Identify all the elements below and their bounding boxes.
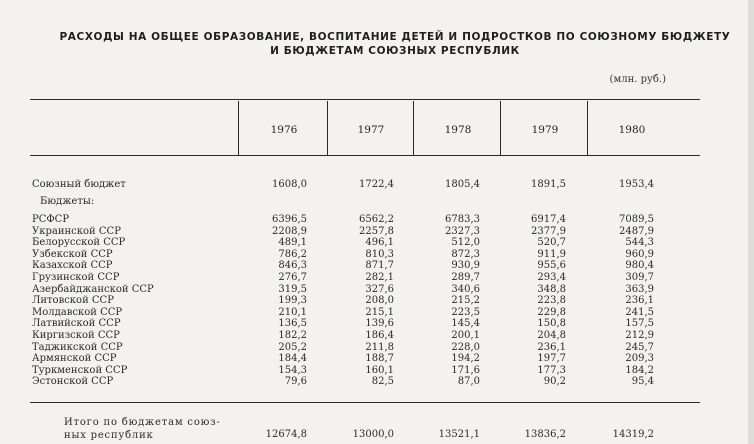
republic-row-value: 6562,2 [359, 214, 394, 225]
republic-row-value: 211,8 [365, 342, 394, 353]
republic-row-value: 228,0 [451, 342, 480, 353]
republic-row-value: 186,4 [365, 330, 394, 341]
republic-row-value: 184,2 [625, 365, 654, 376]
republic-row-value: 199,3 [278, 295, 307, 306]
republic-row-value: 6917,4 [531, 214, 566, 225]
republic-row-value: 188,7 [365, 353, 394, 364]
republic-row-value: 215,1 [365, 307, 394, 318]
total-value: 12674,8 [265, 429, 307, 440]
total-label-line1: Итого по бюджетам союз- [64, 417, 221, 428]
union-budget-row-label: Союзный бюджет [32, 179, 126, 190]
republic-row-value: 229,8 [537, 307, 566, 318]
republic-row-value: 184,4 [278, 353, 307, 364]
republic-row-label: Украинской ССР [32, 226, 121, 237]
republic-row-value: 154,3 [278, 365, 307, 376]
republic-row-value: 236,1 [625, 295, 654, 306]
republic-row-value: 223,5 [451, 307, 480, 318]
republic-row-value: 930,9 [451, 260, 480, 271]
column-divider [413, 101, 414, 155]
scan-edge-shadow [748, 0, 754, 444]
total-value: 13521,1 [438, 429, 480, 440]
year-header: 1978 [444, 124, 472, 136]
republic-row-value: 139,6 [365, 318, 394, 329]
union-budget-row-value: 1722,4 [359, 179, 394, 190]
table-title-line2: И БЮДЖЕТАМ СОЮЗНЫХ РЕСПУБЛИК [270, 45, 520, 57]
republic-row-value: 955,6 [537, 260, 566, 271]
union-budget-row-value: 1805,4 [445, 179, 480, 190]
republic-row-label: Туркменской ССР [32, 365, 128, 376]
republic-row-value: 7089,5 [619, 214, 654, 225]
republic-row-label: Казахской ССР [32, 260, 113, 271]
republic-row-value: 160,1 [365, 365, 394, 376]
republic-row-value: 223,8 [537, 295, 566, 306]
total-value: 13000,0 [352, 429, 394, 440]
column-divider [500, 101, 501, 155]
column-divider [587, 101, 588, 155]
year-header: 1980 [618, 124, 646, 136]
republic-row-label: Латвийской ССР [32, 318, 121, 329]
republic-row-label: Узбекской ССР [32, 249, 113, 260]
union-budget-row-value: 1953,4 [619, 179, 654, 190]
republic-row-value: 205,2 [278, 342, 307, 353]
republic-row-value: 177,3 [537, 365, 566, 376]
republic-row-value: 136,5 [278, 318, 307, 329]
republic-row-value: 846,3 [278, 260, 307, 271]
republic-row-value: 79,6 [284, 376, 307, 387]
units-note: (млн. руб.) [609, 74, 666, 85]
republic-row-value: 6396,5 [272, 214, 307, 225]
republic-row-value: 208,0 [365, 295, 394, 306]
republic-row-label: Азербайджанской ССР [32, 284, 154, 295]
year-header: 1977 [357, 124, 385, 136]
republic-row-value: 871,7 [365, 260, 394, 271]
republic-row-value: 489,1 [278, 237, 307, 248]
republic-row-label: Грузинской ССР [32, 272, 120, 283]
republic-row-value: 194,2 [451, 353, 480, 364]
republic-row-value: 90,2 [543, 376, 566, 387]
republic-row-value: 363,9 [625, 284, 654, 295]
republic-row-value: 6783,3 [445, 214, 480, 225]
republic-row-value: 293,4 [537, 272, 566, 283]
republic-row-value: 810,3 [365, 249, 394, 260]
republic-row-value: 911,9 [537, 249, 566, 260]
republic-row-label: Литовской ССР [32, 295, 114, 306]
republic-row-value: 2327,3 [445, 226, 480, 237]
republic-row-value: 960,9 [625, 249, 654, 260]
republic-row-value: 2208,9 [272, 226, 307, 237]
republic-row-value: 496,1 [365, 237, 394, 248]
republic-row-value: 95,4 [631, 376, 654, 387]
republic-row-value: 150,8 [537, 318, 566, 329]
republic-row-value: 980,4 [625, 260, 654, 271]
republic-row-label: Киргизской ССР [32, 330, 120, 341]
union-budget-row-value: 1608,0 [272, 179, 307, 190]
column-divider [238, 101, 239, 155]
republic-row-value: 197,7 [537, 353, 566, 364]
table-title-line1: РАСХОДЫ НА ОБЩЕЕ ОБРАЗОВАНИЕ, ВОСПИТАНИЕ ДЕТЕЙ И ПОДРОСТКОВ ПО СОЮЗНОМУ БЮДЖЕТУ [59, 31, 731, 43]
republic-row-value: 82,5 [371, 376, 394, 387]
republic-row-value: 157,5 [625, 318, 654, 329]
republic-row-value: 276,7 [278, 272, 307, 283]
republic-row-value: 236,1 [537, 342, 566, 353]
column-divider [327, 101, 328, 155]
republic-row-value: 171,6 [451, 365, 480, 376]
republic-row-value: 204,8 [537, 330, 566, 341]
budgets-heading: Бюджеты: [40, 196, 95, 207]
republic-row-value: 200,1 [451, 330, 480, 341]
republic-row-value: 340,6 [451, 284, 480, 295]
total-label-line2: ных республик [64, 430, 154, 441]
republic-row-value: 327,6 [365, 284, 394, 295]
republic-row-value: 145,4 [451, 318, 480, 329]
republic-row-value: 348,8 [537, 284, 566, 295]
republic-row-value: 520,7 [537, 237, 566, 248]
republic-row-value: 2257,8 [359, 226, 394, 237]
header-bottom-rule [30, 155, 700, 156]
republic-row-value: 512,0 [451, 237, 480, 248]
republic-row-value: 289,7 [451, 272, 480, 283]
republic-row-value: 241,5 [625, 307, 654, 318]
republic-row-value: 872,3 [451, 249, 480, 260]
republic-row-value: 215,2 [451, 295, 480, 306]
republic-row-label: Молдавской ССР [32, 307, 123, 318]
total-value: 13836,2 [524, 429, 566, 440]
republic-row-value: 786,2 [278, 249, 307, 260]
republic-row-value: 319,5 [278, 284, 307, 295]
republic-row-value: 282,1 [365, 272, 394, 283]
header-top-rule [30, 99, 700, 100]
republic-row-label: Эстонской ССР [32, 376, 114, 387]
total-top-rule [30, 402, 700, 403]
republic-row-value: 212,9 [625, 330, 654, 341]
republic-row-label: Таджикской ССР [32, 342, 123, 353]
total-value: 14319,2 [612, 429, 654, 440]
republic-row-value: 2487,9 [619, 226, 654, 237]
republic-row-value: 2377,9 [531, 226, 566, 237]
republic-row-value: 309,7 [625, 272, 654, 283]
republic-row-label: РСФСР [32, 214, 70, 225]
republic-row-value: 210,1 [278, 307, 307, 318]
republic-row-value: 209,3 [625, 353, 654, 364]
republic-row-label: Армянской ССР [32, 353, 117, 364]
year-header: 1979 [531, 124, 559, 136]
year-header: 1976 [270, 124, 298, 136]
republic-row-value: 245,7 [625, 342, 654, 353]
republic-row-value: 182,2 [278, 330, 307, 341]
republic-row-value: 87,0 [457, 376, 480, 387]
union-budget-row-value: 1891,5 [531, 179, 566, 190]
republic-row-value: 544,3 [625, 237, 654, 248]
republic-row-label: Белорусской ССР [32, 237, 126, 248]
